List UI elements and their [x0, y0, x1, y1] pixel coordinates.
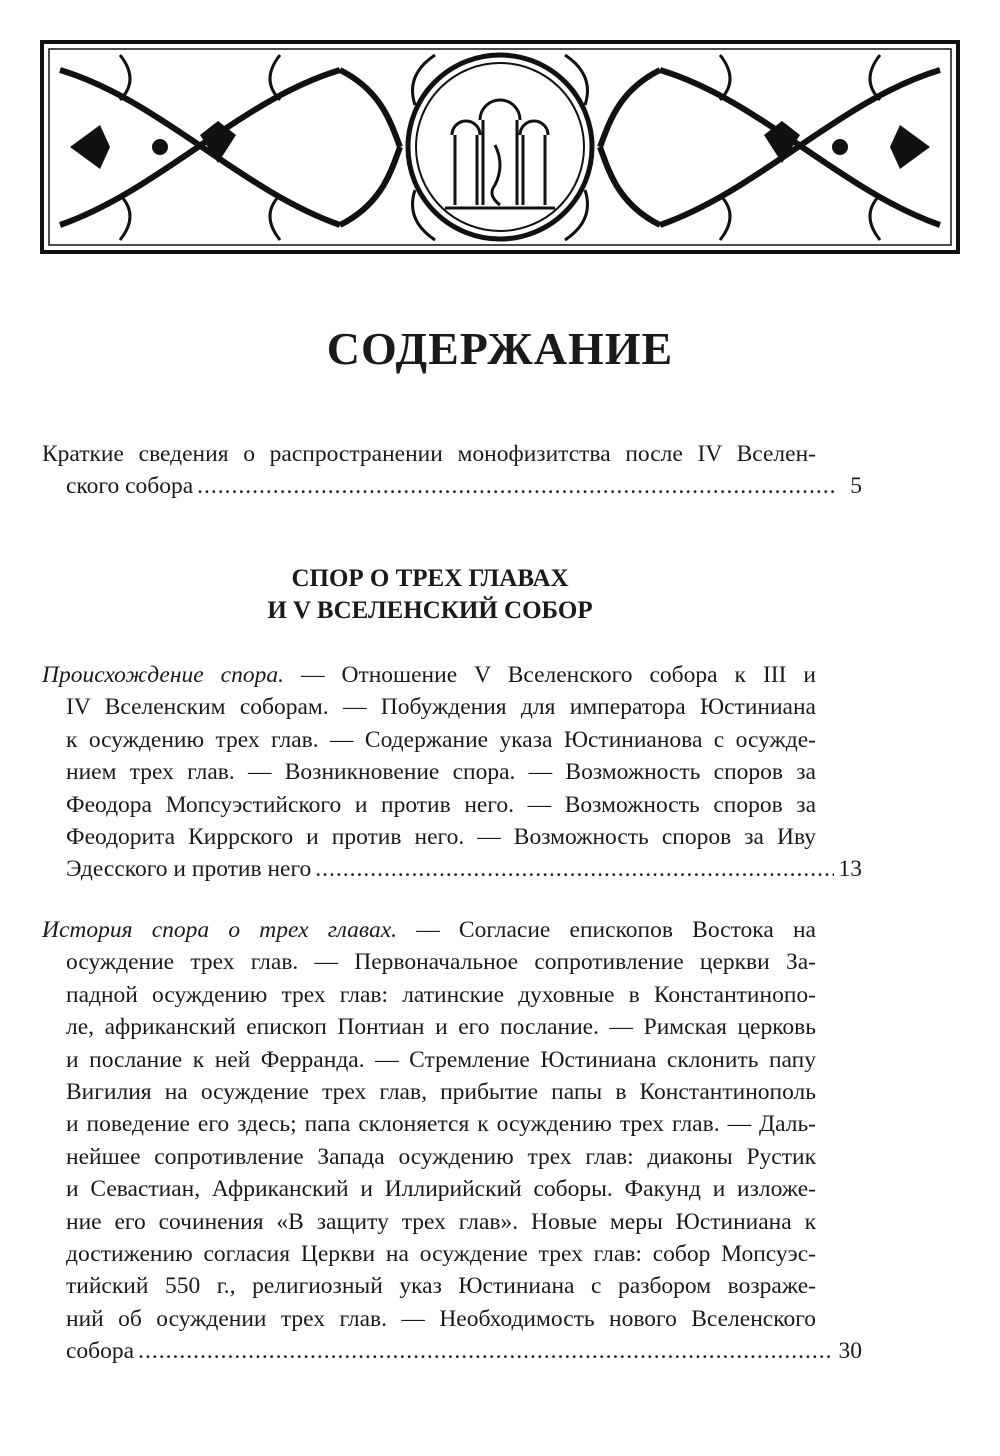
section-heading-line-2: И V ВСЕЛЕНСКИЙ СОБОР — [267, 597, 593, 624]
page-number: 30 — [838, 1338, 862, 1365]
toc-entry-last-line — [66, 470, 862, 502]
toc-entry-text: собора — [66, 1338, 135, 1365]
toc-entry-line: IV Вселенским соборам. — Побуждения для императора Юстиниана — [66, 694, 816, 721]
toc-entry-text: — Отношение V Вселенского собора к III и — [283, 662, 816, 688]
toc-entry-line: нейшее сопротивление Запада осуждению трех глав: диаконы Рустик — [66, 1143, 816, 1170]
toc-entry-italic-title: Происхождение спора. — [42, 662, 284, 688]
toc-entry-line: Феодора Мопсуэстийского и против него. — Возможность споров за — [66, 791, 816, 818]
page-number: 5 — [850, 473, 862, 500]
toc-entry-line: ний об осуждении трех глав. — Необходимость нового Вселенского — [66, 1305, 816, 1332]
page-title: СОДЕРЖАНИЕ — [326, 323, 674, 374]
toc-entry-origin-of-dispute — [42, 659, 862, 886]
ornamental-header-banner — [40, 40, 960, 254]
toc-entry-line: ле, африканский епископ Понтиан и его послание. — Римская церковь — [66, 1014, 816, 1041]
toc-entry-line: достижению согласия Церкви на осуждение трех глав: собор Мопсуэс- — [66, 1240, 816, 1267]
toc-entry-history-of-dispute — [42, 914, 862, 1367]
toc-entry-line: тийский 550 г., религиозный указ Юстиниана с разбором возраже- — [66, 1273, 816, 1300]
toc-entry-last-line — [66, 853, 862, 885]
toc-entry-line: и Севастиан, Африканский и Иллирийский соборы. Факунд и изложе- — [66, 1176, 816, 1203]
toc-entry-text: ского собора — [66, 473, 194, 500]
toc-entry-italic-title: История спора о трех главах. — [42, 917, 398, 943]
toc-entry-text: Эдесского и против него — [66, 856, 312, 883]
toc-entry-line: Вигилия на осуждение трех глав, прибытие папы в Константинополь — [66, 1078, 816, 1105]
toc-entry-line: и послание к ней Ферранда. — Стремление Юстиниана склонить папу — [66, 1046, 816, 1073]
toc-entry-line: ние его сочинения «В защиту трех глав». Новые меры Юстиниана к — [66, 1208, 816, 1235]
toc-entry-line: Феодорита Киррского и против него. — Возможность споров за Иву — [66, 823, 816, 850]
toc-entry-line: нием трех глав. — Возникновение спора. — Возможность споров за — [66, 759, 816, 786]
page-number: 13 — [838, 856, 862, 883]
toc-entry-text: — Согласие епископов Востока на — [397, 917, 816, 943]
toc-entry-line: Краткие сведения о распространении монофизитства после IV Вселен- — [42, 441, 816, 467]
section-heading-line-1: СПОР О ТРЕХ ГЛАВАХ — [291, 565, 569, 592]
dot-leader — [138, 1335, 834, 1367]
toc-entry-line: осуждение трех глав. — Первоначальное сопротивление церкви За- — [66, 949, 816, 976]
toc-entry-line — [42, 659, 816, 691]
dot-leader — [197, 470, 834, 502]
toc-entry-intro — [42, 438, 862, 503]
toc-entry-line: к осуждению трех глав. — Содержание указа Юстинианова с осужде- — [66, 726, 816, 753]
toc-entry-last-line — [66, 1335, 862, 1367]
toc-entry-line: и поведение его здесь; папа склоняется к осуждению трех глав. — Даль- — [66, 1111, 816, 1138]
toc-entry-line: падной осуждению трех глав: латинские духовные в Константинопо- — [66, 981, 816, 1008]
dot-leader — [315, 853, 834, 885]
toc-entry-line — [42, 914, 816, 946]
